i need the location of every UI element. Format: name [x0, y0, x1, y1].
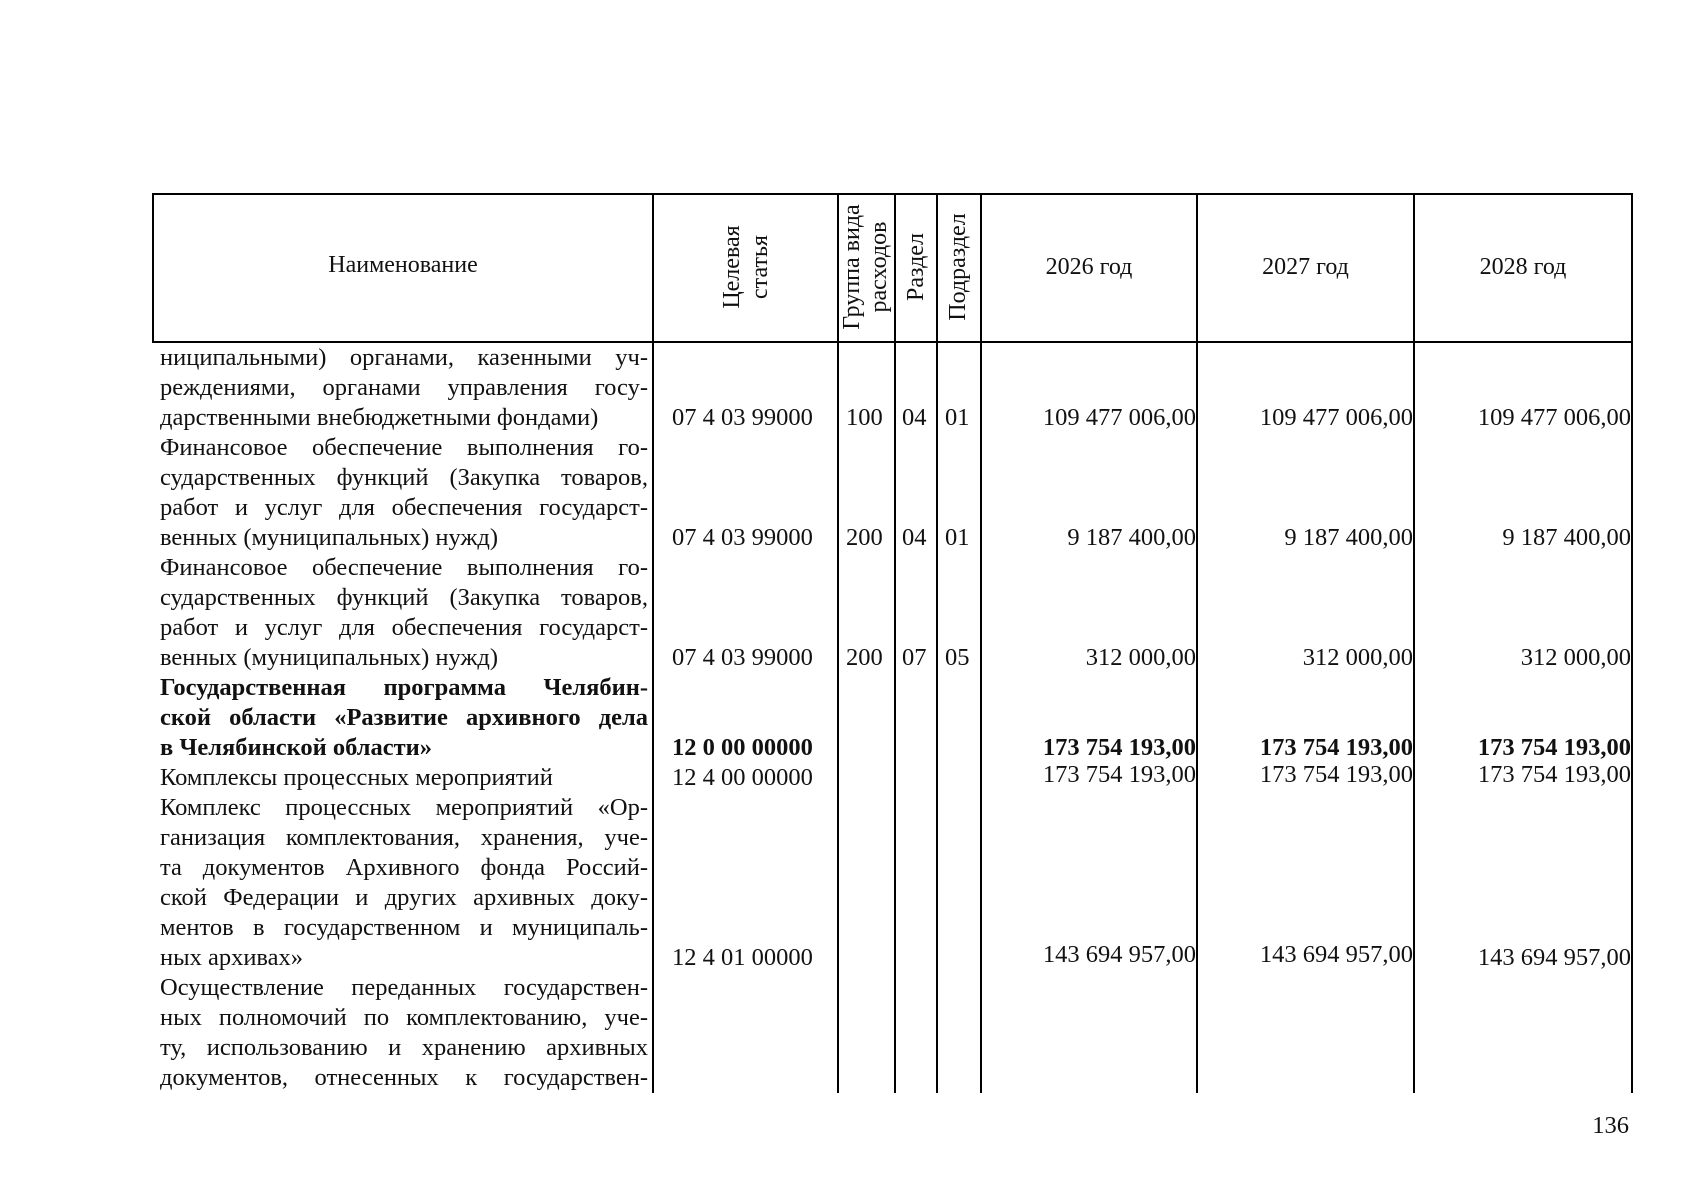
row-2027: 9 187 400,00 [1284, 524, 1413, 551]
row-name-line: сударственных функций (Закупка товаров, [160, 464, 648, 491]
row-subsection: 05 [945, 644, 970, 671]
header-section: Раздел [903, 233, 929, 301]
row-target: 07 4 03 99000 [672, 404, 813, 431]
row-section: 04 [902, 404, 927, 431]
row-name [160, 553, 648, 673]
row-2028: 173 754 193,00 [1477, 734, 1631, 761]
row-name [160, 973, 648, 1093]
header-2027: 2027 год [1262, 254, 1349, 280]
row-name-line: работ и услуг для обеспечения государст- [160, 614, 648, 641]
row-name [160, 343, 648, 433]
row-2028: 173 754 193,00 [1477, 761, 1631, 788]
row-name-line: ту, использованию и хранению архивных [160, 1034, 648, 1061]
row-2028: 143 694 957,00 [1477, 944, 1631, 971]
row-2026: 312 000,00 [1085, 644, 1196, 671]
row-2028: 109 477 006,00 [1477, 404, 1631, 431]
row-name-line: Осуществление переданных государствен- [160, 974, 648, 1001]
header-name: Наименование [328, 252, 478, 278]
row-2026: 173 754 193,00 [1042, 761, 1196, 788]
row-name-line: Комплексы процессных мероприятий [160, 764, 553, 791]
row-2026: 109 477 006,00 [1042, 404, 1196, 431]
row-target: 12 4 01 00000 [672, 944, 813, 971]
col-border-group [894, 193, 896, 1093]
row-2026: 173 754 193,00 [1042, 734, 1196, 761]
row-name-line: ской области «Развитие архивного дела [160, 704, 648, 731]
row-target: 12 0 00 00000 [672, 734, 813, 761]
col-border-2027 [1413, 193, 1415, 1093]
row-2026: 9 187 400,00 [1067, 524, 1196, 551]
row-name-line: Государственная программа Челябин- [160, 674, 648, 701]
row-name-line: Финансовое обеспечение выполнения го- [160, 434, 648, 461]
row-section: 04 [902, 524, 927, 551]
row-name-line: ской Федерации и других архивных доку- [160, 884, 648, 911]
col-border-section [936, 193, 938, 1093]
row-name [160, 433, 648, 553]
page-number: 136 [1592, 1112, 1629, 1139]
row-2027: 173 754 193,00 [1259, 761, 1413, 788]
col-border-right [1631, 193, 1633, 1093]
row-group: 100 [846, 404, 883, 431]
row-name [160, 763, 648, 793]
row-name-line: документов, отнесенных к государствен- [160, 1064, 648, 1091]
col-border-name [652, 193, 654, 1093]
header-group: Группа вида расходов [839, 204, 892, 330]
header-subsection: Подраздел [945, 213, 971, 321]
row-subsection: 01 [945, 524, 970, 551]
row-2027: 143 694 957,00 [1259, 941, 1413, 968]
row-name-line: реждениями, органами управления госу- [160, 374, 648, 401]
row-name-line: ных полномочий по комплектованию, уче- [160, 1004, 648, 1031]
row-subsection: 01 [945, 404, 970, 431]
row-name-line: та документов Архивного фонда Россий- [160, 854, 648, 881]
row-name-line: ниципальными) органами, казенными уч- [160, 344, 648, 371]
row-name-line: венных (муниципальных) нужд) [160, 524, 499, 551]
row-name [160, 793, 648, 973]
row-target: 07 4 03 99000 [672, 524, 813, 551]
row-name-line: ных архивах» [160, 944, 304, 971]
row-name-line: в Челябинской области» [160, 734, 433, 761]
col-border-subsection [980, 193, 982, 1093]
row-name-line: Финансовое обеспечение выполнения го- [160, 554, 648, 581]
header-2028: 2028 год [1479, 254, 1567, 280]
row-name-line: сударственных функций (Закупка товаров, [160, 584, 648, 611]
row-2027: 173 754 193,00 [1259, 734, 1413, 761]
row-section: 07 [902, 644, 927, 671]
row-2027: 312 000,00 [1302, 644, 1413, 671]
row-2028: 9 187 400,00 [1502, 524, 1631, 551]
row-name-line: работ и услуг для обеспечения государст- [160, 494, 648, 521]
header-target: Целевая статья [719, 225, 773, 309]
row-name [160, 673, 648, 763]
row-2027: 109 477 006,00 [1259, 404, 1413, 431]
row-group: 200 [846, 644, 883, 671]
header-2026: 2026 год [1045, 254, 1133, 280]
row-name-line: дарственными внебюджетными фондами) [160, 404, 599, 431]
row-name-line: венных (муниципальных) нужд) [160, 644, 499, 671]
row-target: 12 4 00 00000 [672, 764, 813, 791]
row-name-line: Комплекс процессных мероприятий «Ор- [160, 794, 648, 821]
col-border-2026 [1196, 193, 1198, 1093]
row-name-line: ганизация комплектования, хранения, уче- [160, 824, 648, 851]
row-group: 200 [846, 524, 883, 551]
row-2028: 312 000,00 [1520, 644, 1631, 671]
row-2026: 143 694 957,00 [1042, 941, 1196, 968]
row-target: 07 4 03 99000 [672, 644, 813, 671]
row-name-line: ментов в государственном и муниципаль- [160, 914, 648, 941]
